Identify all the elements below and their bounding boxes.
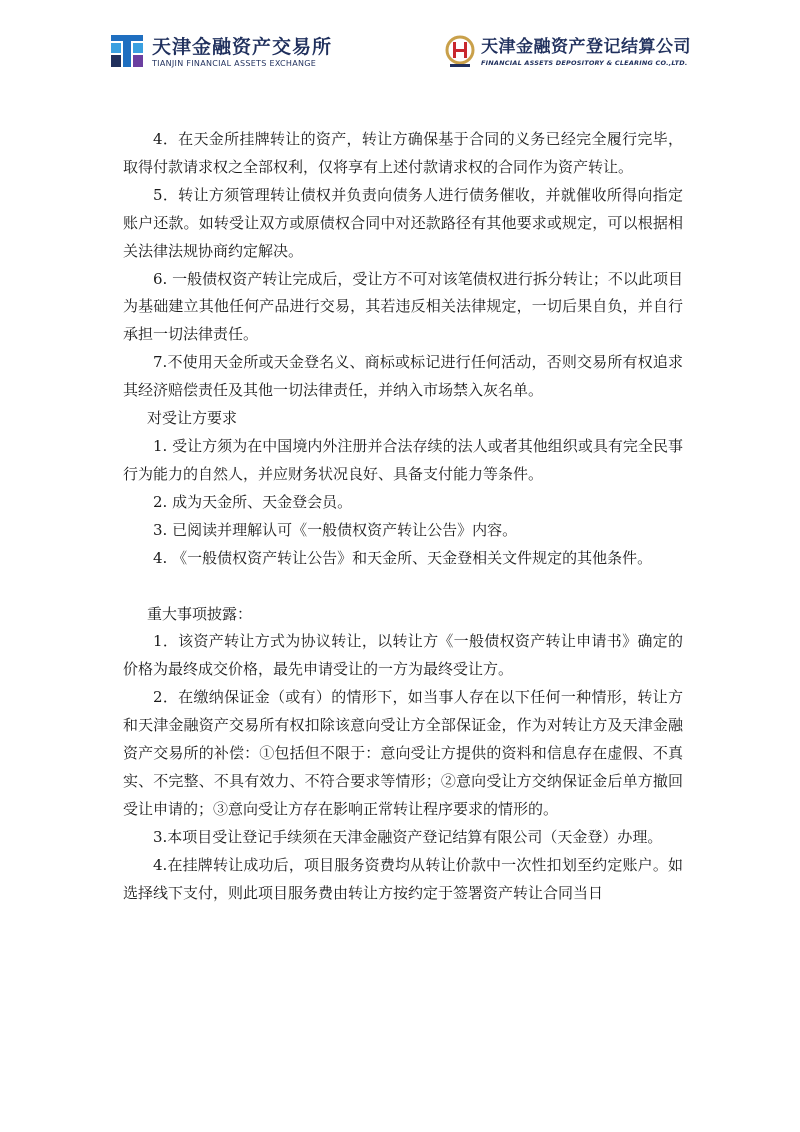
tfae-logo: [110, 30, 332, 74]
requirement-1: 1. 受让方须为在中国境内外注册并合法存续的法人或者其他组织或具有完全民事行为能力的自然人，并应财务状况良好、具备支付能力等条件。: [123, 436, 683, 483]
page-header: [0, 30, 800, 76]
disclosure-2: 2．在缴纳保证金（或有）的情形下，如当事人存在以下任何一种情形，转让方和天津金融资产交易所有权扣除该意向受让方全部保证金，作为对转让方及天津金融资产交易所的补偿：①包括但不限于：意向受让方提供的资料和信息存在虚假、不真实、不完整、不具有效力、不符合要求等情形；②意向受让方交纳保证金后单方撤回受让申请的；③意向受让方存在影响正常转让程序要求的情形的。: [123, 688, 683, 818]
tfae-logo-icon: [110, 33, 144, 71]
document-body: [123, 126, 683, 907]
paragraph-5: 5．转让方须管理转让债权并负责向债务人进行债务催收，并就催收所得向指定账户还款。如转受让双方或原债权合同中对还款路径有其他要求或规定，可以根据相关法律法规协商约定解决。: [123, 185, 683, 260]
disclosure-3: 3.本项目受让登记手续须在天津金融资产登记结算有限公司（天金登）办理。: [153, 827, 663, 846]
section-heading-major-disclosure: 重大事项披露：: [147, 604, 253, 623]
tfae-name-en: TIANJIN FINANCIAL ASSETS EXCHANGE: [152, 58, 317, 68]
disclosure-4: 4.在挂牌转让成功后，项目服务资费均从转让价款中一次性扣划至约定账户。如选择线下支付，则此项目服务费由转让方按约定于签署资产转让合同当日: [123, 855, 683, 902]
paragraph-7: 7.不使用天金所或天金登名义、商标或标记进行任何活动，否则交易所有权追求其经济赔偿责任及其他一切法律责任，并纳入市场禁入灰名单。: [123, 353, 683, 400]
paragraph-6: 6. 一般债权资产转让完成后，受让方不可对该笔债权进行拆分转让；不以此项目为基础建立其他任何产品进行交易，其若违反相关法律规定，一切后果自负，并自行承担一切法律责任。: [123, 269, 683, 344]
paragraph-4: 4．在天金所挂牌转让的资产，转让方确保基于合同的义务已经完全履行完毕，取得付款请求权之全部权利，仅将享有上述付款请求权的合同作为资产转让。: [123, 130, 683, 176]
requirement-3: 3. 已阅读并理解认可《一般债权资产转让公告》内容。: [153, 520, 518, 539]
tfae-name-cn: 天津金融资产交易所: [152, 35, 333, 58]
fadc-name-en: FINANCIAL ASSETS DEPOSITORY & CLEARING CO.,LTD.: [481, 59, 688, 67]
requirement-4: 4. 《一般债权资产转让公告》和天金所、天金登相关文件规定的其他条件。: [153, 548, 653, 567]
disclosure-1: 1．该资产转让方式为协议转让，以转让方《一般债权资产转让申请书》确定的价格为最终成交价格，最先申请受让的一方为最终受让方。: [123, 632, 683, 679]
section-gap: [123, 573, 683, 601]
requirement-2: 2. 成为天金所、天金登会员。: [153, 492, 353, 511]
section-heading-transferee-requirements: 对受让方要求: [147, 409, 238, 428]
fadc-logo: [445, 30, 691, 74]
fadc-name-cn: 天津金融资产登记结算公司: [481, 37, 691, 57]
fadc-logo-icon: [445, 34, 475, 70]
